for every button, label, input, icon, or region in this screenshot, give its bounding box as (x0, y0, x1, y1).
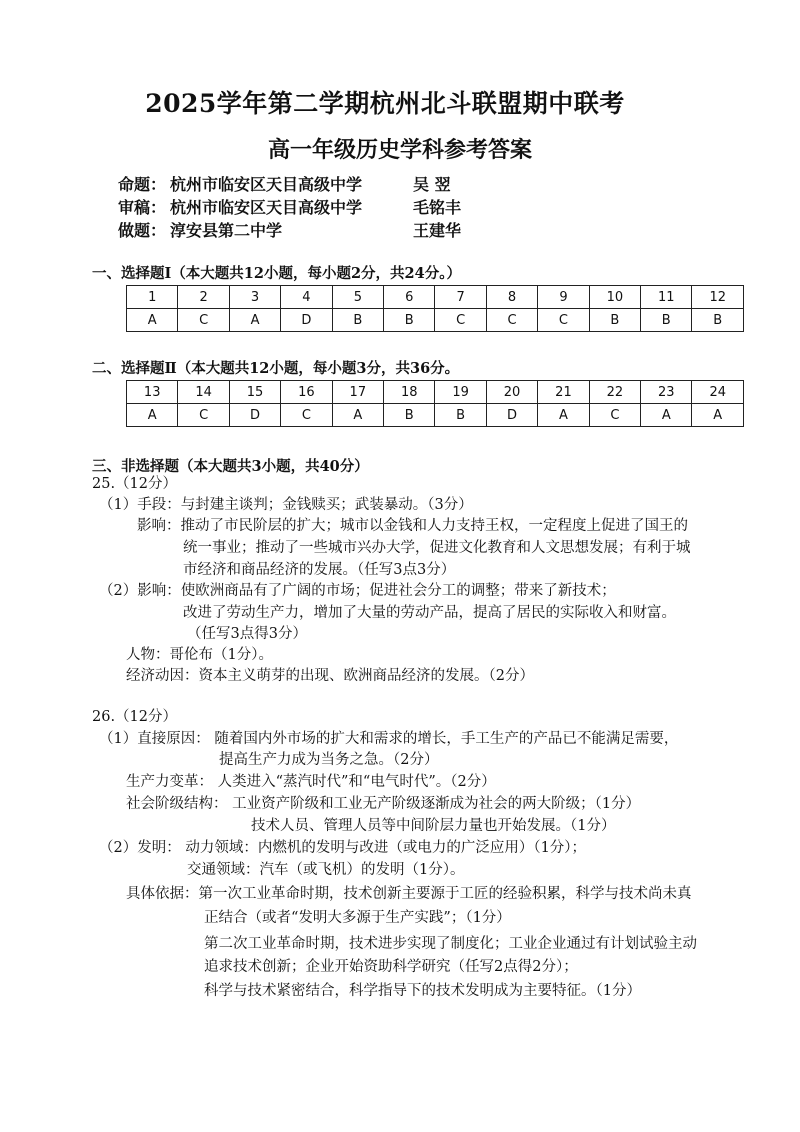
question-number: 7 (435, 286, 486, 309)
credit-role-reviewer: 审稿： (118, 198, 167, 217)
q26-line: 具体依据：第一次工业革命时期，技术创新主要源于工匠的经验积累，科学与技术尚未真 (126, 886, 692, 902)
q26-line: （2）发明： 动力领域：内燃机的发明与改进（或电力的广泛应用）（1分）； (99, 840, 587, 856)
credit-school-solver: 淳安县第二中学 (170, 221, 283, 240)
answer-cell: A (538, 404, 589, 427)
question-number: 17 (332, 381, 383, 404)
q25-line: （任写3点得3分） (187, 626, 307, 642)
q25-line: （1）手段：与封建主谈判；金钱赎买；武装暴动。（3分） (99, 497, 473, 513)
table-row-numbers (127, 381, 744, 404)
answer-cell: A (692, 404, 744, 427)
q25-line: 市经济和商品经济的发展。（任写3点3分） (183, 562, 456, 578)
q25-line: 改进了劳动生产力，增加了大量的劳动产品，提高了居民的实际收入和财富。 (183, 605, 676, 621)
question-number: 1 (127, 286, 178, 309)
question-number: 4 (281, 286, 332, 309)
table-row-answers (127, 309, 744, 332)
answer-cell: C (178, 404, 229, 427)
q26-line: 社会阶级结构： 工业资产阶级和工业无产阶级逐渐成为社会的两大阶级；（1分） (126, 796, 641, 812)
answer-cell: B (641, 309, 692, 332)
answer-cell: B (589, 309, 640, 332)
answer-table-2 (126, 380, 744, 427)
question-number: 24 (692, 381, 744, 404)
section1-heading: 一、选择题Ⅰ（本大题共12小题，每小题2分，共24分。） (92, 265, 461, 282)
question-number: 5 (332, 286, 383, 309)
q26-line: 交通领域：汽车（或飞机）的发明（1分）。 (187, 862, 465, 878)
answer-cell: C (486, 309, 537, 332)
q26-line: 第二次工业革命时期，技术进步实现了制度化；工业企业通过有计划试验主动 (204, 936, 697, 952)
answer-cell: D (281, 309, 332, 332)
q26-line: 正结合（或者“发明大多源于生产实践”；（1分） (204, 910, 511, 926)
question-number: 18 (384, 381, 435, 404)
credit-role-author: 命题： (118, 175, 167, 194)
answer-table-1 (126, 285, 744, 332)
question-number: 9 (538, 286, 589, 309)
question-number: 20 (486, 381, 537, 404)
credit-role-solver: 做题： (118, 221, 167, 240)
table-row-numbers (127, 286, 744, 309)
answer-cell: B (332, 309, 383, 332)
q25-line: 统一事业；推动了一些城市兴办大学，促进文化教育和人文思想发展；有利于城 (183, 540, 691, 556)
answer-cell: B (384, 309, 435, 332)
question-number: 14 (178, 381, 229, 404)
answer-cell: B (384, 404, 435, 427)
answer-cell: A (229, 309, 280, 332)
section3-heading: 三、非选择题（本大题共3小题，共40分） (92, 458, 369, 475)
question-number: 13 (127, 381, 178, 404)
answer-cell: C (589, 404, 640, 427)
question-number: 3 (229, 286, 280, 309)
credit-name-reviewer: 毛铭丰 (413, 198, 462, 217)
answer-cell: B (435, 404, 486, 427)
q26-line: 追求技术创新；企业开始资助科学研究（任写2点得2分）； (204, 959, 578, 975)
question-number: 2 (178, 286, 229, 309)
answer-cell: A (332, 404, 383, 427)
answer-cell: A (127, 404, 178, 427)
q25-line: （2）影响：使欧洲商品有了广阔的市场；促进社会分工的调整；带来了新技术； (99, 583, 616, 599)
credit-name-solver: 王建华 (413, 221, 462, 240)
credit-school-author: 杭州市临安区天目高级中学 (170, 175, 363, 194)
q26-line: 科学与技术紧密结合，科学指导下的技术发明成为主要特征。（1分） (204, 983, 641, 999)
page-subtitle: 高一年级历史学科参考答案 (267, 137, 532, 163)
question-number: 15 (229, 381, 280, 404)
q26-line: 生产力变革： 人类进入“蒸汽时代”和“电气时代”。（2分） (126, 774, 496, 790)
answer-cell: B (692, 309, 744, 332)
answer-cell: D (229, 404, 280, 427)
answer-cell: A (127, 309, 178, 332)
question-number: 8 (486, 286, 537, 309)
question-number: 19 (435, 381, 486, 404)
q25-line: 经济动因：资本主义萌芽的出现、欧洲商品经济的发展。（2分） (126, 668, 534, 684)
question-number: 6 (384, 286, 435, 309)
question-number: 23 (641, 381, 692, 404)
credit-school-reviewer: 杭州市临安区天目高级中学 (170, 198, 363, 217)
q25-line: 影响：推动了市民阶层的扩大；城市以金钱和人力支持王权，一定程度上促进了国王的 (137, 518, 688, 534)
question-number: 12 (692, 286, 744, 309)
table-row-answers (127, 404, 744, 427)
q26-number: 26.（12分） (92, 709, 178, 725)
question-number: 21 (538, 381, 589, 404)
answer-cell: A (641, 404, 692, 427)
answer-cell: C (281, 404, 332, 427)
q26-line: 提高生产力成为当务之急。（2分） (219, 752, 439, 768)
question-number: 11 (641, 286, 692, 309)
answer-cell: D (486, 404, 537, 427)
page-title: 2025学年第二学期杭州北斗联盟期中联考 (145, 89, 625, 118)
answer-cell: C (435, 309, 486, 332)
answer-cell: C (538, 309, 589, 332)
answer-cell: C (178, 309, 229, 332)
q25-number: 25.（12分） (92, 476, 178, 492)
section2-heading: 二、选择题Ⅱ（本大题共12小题，每小题3分，共36分。 (92, 360, 460, 377)
question-number: 16 (281, 381, 332, 404)
question-number: 10 (589, 286, 640, 309)
q26-line: 技术人员、管理人员等中间阶层力量也开始发展。（1分） (251, 818, 616, 834)
question-number: 22 (589, 381, 640, 404)
q25-line: 人物：哥伦布（1分）。 (126, 647, 273, 663)
credit-name-author: 吴 翌 (413, 175, 451, 194)
q26-line: （1）直接原因： 随着国内外市场的扩大和需求的增长，手工生产的产品已不能满足需要， (99, 731, 679, 747)
